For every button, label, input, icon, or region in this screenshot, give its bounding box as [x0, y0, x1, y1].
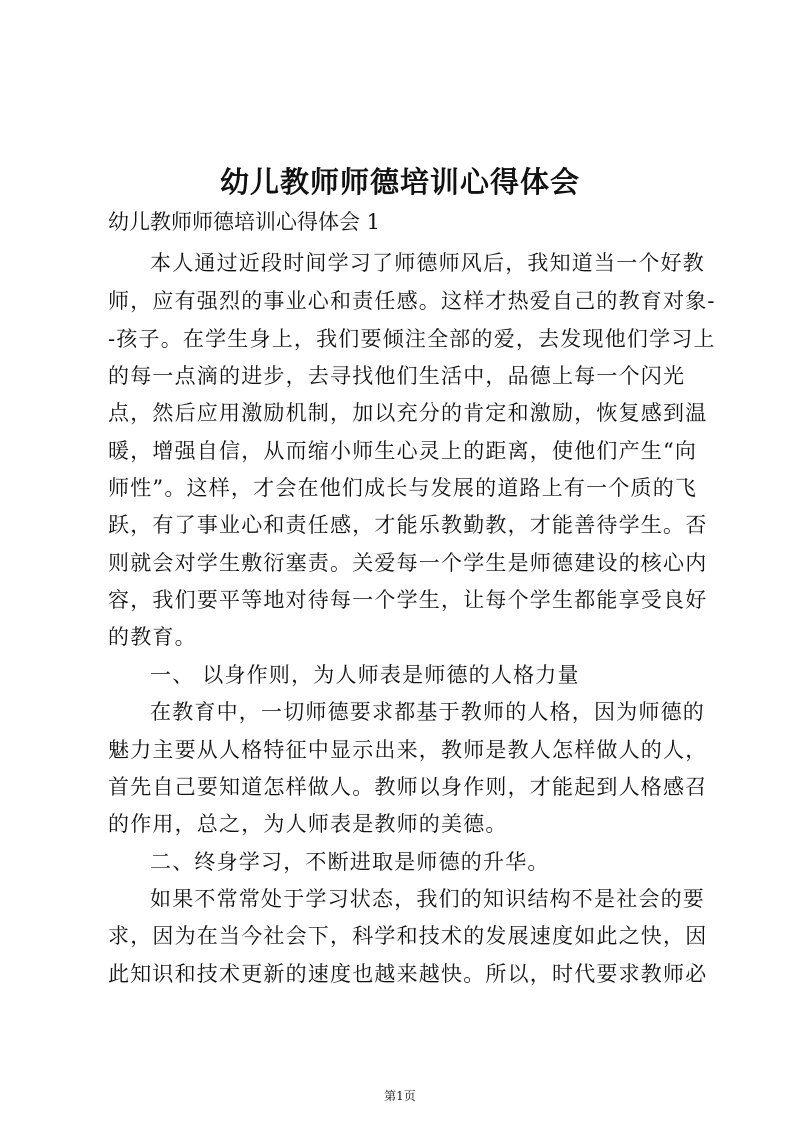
text-line: 的作用，总之，为人师表是教师的美德。 [108, 812, 508, 836]
text-line: 容，我们要平等地对待每一个学生，让每个学生都能享受良好 [108, 588, 708, 612]
text-line: 此知识和技术更新的速度也越来越快。所以，时代要求教师必 [108, 962, 708, 986]
text-line: 的每一点滴的进步，去寻找他们生活中，品德上每一个闪光 [108, 364, 686, 388]
text-line: 首先自己要知道怎样做人。教师以身作则，才能起到人格感召 [108, 775, 708, 799]
text-line: 求，因为在当今社会下，科学和技术的发展速度如此之快，因 [108, 924, 708, 948]
text-line: 在教育中，一切师德要求都基于教师的人格，因为师德的 [150, 700, 705, 724]
text-line: 则就会对学生敷衍塞责。关爱每一个学生是师德建设的核心内 [108, 551, 708, 575]
text-line: 如果不常常处于学习状态，我们的知识结构不是社会的要 [150, 887, 705, 911]
text-line: 本人通过近段时间学习了师德师风后，我知道当一个好教 [150, 251, 705, 275]
text-line: 点，然后应用激励机制，加以充分的肯定和激励，恢复感到温 [108, 401, 708, 425]
text-line: 师，应有强烈的事业心和责任感。这样才热爱自己的教育对象- [108, 289, 716, 313]
text-line: 跃，有了事业心和责任感，才能乐教勤教，才能善待学生。否 [108, 513, 708, 537]
section-heading: 二、终身学习，不断进取是师德的升华。 [150, 850, 550, 874]
text-line: 的教育。 [108, 625, 197, 649]
page-number: 第1页 [384, 1089, 416, 1103]
document-title: 幼儿教师师德培训心得体会 [219, 165, 580, 199]
text-line: -孩子。在学生身上，我们要倾注全部的爱，去发现他们学习上 [108, 327, 716, 351]
text-line: 暖，增强自信，从而缩小师生心灵上的距离，使他们产生“向 [108, 439, 698, 463]
section-heading: 一、 以身作则，为人师表是师德的人格力量 [150, 663, 580, 687]
text-line: 魅力主要从人格特征中显示出来，教师是教人怎样做人的人， [108, 738, 708, 762]
document-subtitle: 幼儿教师师德培训心得体会 1 [108, 210, 381, 234]
text-line: 师性”。这样，才会在他们成长与发展的道路上有一个质的飞 [108, 476, 698, 500]
